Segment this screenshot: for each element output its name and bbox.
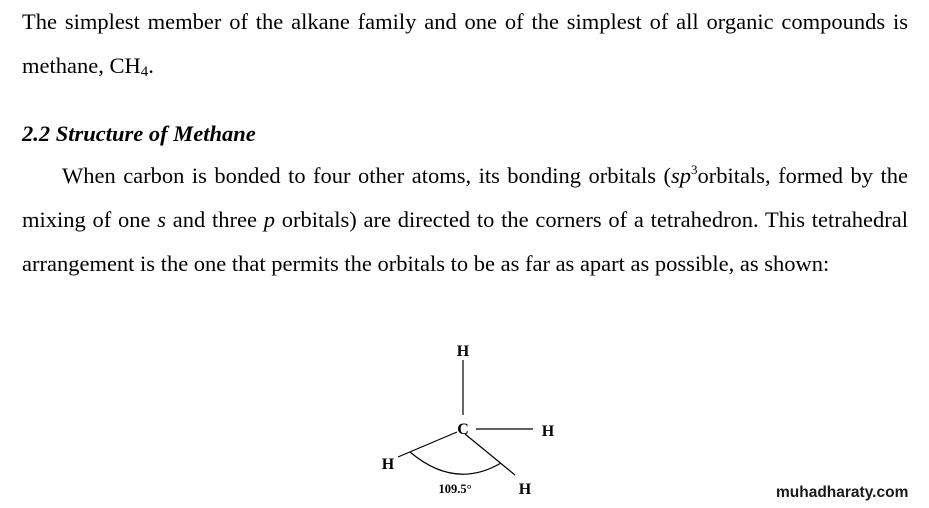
intro-text: The simplest member of the alkane family and one of the simplest of all organic compounds is methane, CH [22, 9, 908, 78]
atom-right-h: H [541, 423, 555, 440]
bond-left [398, 432, 457, 457]
angle-arc [410, 452, 501, 474]
p-term: p [263, 207, 275, 232]
section-heading: 2.2 Structure of Methane [22, 121, 256, 146]
body-paragraph [22, 154, 908, 286]
atom-top-h: H [456, 343, 470, 360]
body-text-2: orbitals, formed by the mixing of one [22, 163, 908, 232]
formula-subscript: 4 [140, 64, 149, 80]
intro-paragraph [22, 0, 908, 88]
methane-diagram [365, 330, 595, 505]
bond-angle-label: 109.5° [438, 482, 472, 496]
sp-superscript: 3 [691, 162, 698, 177]
intro-end: . [148, 53, 154, 78]
atom-bottom-h: H [518, 481, 532, 498]
sp-term: sp [670, 163, 691, 188]
watermark: muhadharaty.com [776, 484, 909, 501]
body-text-1: When carbon is bonded to four other atoms, its bonding orbitals ( [62, 163, 671, 188]
s-term: s [157, 207, 167, 232]
body-text-4: orbitals) are directed to the corners of a tetrahedron. This tetrahedral arrangement is the one that permits the orbitals to be as far as apart as possible, as shown: [22, 207, 908, 276]
atom-center-c: C [457, 421, 469, 438]
atom-left-h: H [381, 456, 395, 473]
body-text-3: and three [166, 207, 264, 232]
